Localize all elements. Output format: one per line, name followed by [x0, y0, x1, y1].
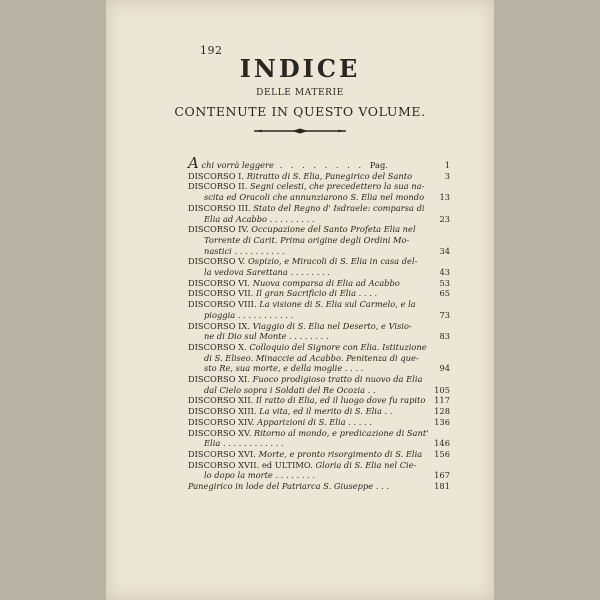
toc-entry: [188, 181, 450, 202]
subtitle: DELLE MATERIE: [256, 88, 344, 98]
toc-entry-heading: DISCORSO X.: [188, 341, 247, 352]
toc-entry-heading: DISCORSO II.: [188, 181, 248, 192]
toc-leader-dots: . . . . . . . .: [273, 160, 370, 170]
toc-entry-line: [188, 481, 450, 492]
toc-entry: [188, 460, 450, 481]
toc-entry-line: [188, 353, 450, 364]
pag-label: Pag.: [369, 160, 388, 170]
toc-entry-line: [188, 224, 450, 235]
toc-entry-text: Segni celesti, che precedettero la sua na-: [249, 181, 425, 192]
toc-entry-heading: DISCORSO XIV.: [188, 416, 255, 427]
toc-page-number: 65: [439, 288, 450, 299]
toc-entry-text: lo dopo la morte . . . . . . . .: [204, 470, 316, 481]
toc-entry-line: [188, 203, 450, 214]
toc-entry: [188, 278, 450, 289]
toc-page-number: 181: [434, 481, 450, 492]
toc-page-number: 94: [439, 363, 450, 374]
toc-entry: [188, 321, 450, 342]
toc-entry-line: [188, 235, 450, 246]
toc-entry-text: Occupazione del Santo Profeta Elia nel: [251, 224, 416, 235]
toc-entry-text: La vita, ed il merito di S. Elia . .: [259, 406, 393, 417]
toc-page-number: 136: [434, 416, 450, 427]
toc-entry-text: Morte, e pronto risorgimento di S. Elia: [258, 448, 423, 459]
toc-entry-text: dal Cielo sopra i Soldati del Re Ocozia . .: [204, 384, 376, 395]
toc-entry: [188, 224, 450, 256]
toc-entry-heading: DISCORSO I.: [188, 170, 245, 181]
toc-entry-line: [188, 385, 450, 396]
toc-entry-line: [188, 256, 450, 267]
page-number: 192: [200, 44, 223, 57]
toc-entry: [188, 428, 450, 449]
toc-entry-text: Il ratto di Elia, ed il luogo dove fu rapito: [255, 395, 426, 406]
toc-entry-heading: DISCORSO VI.: [188, 277, 251, 288]
toc-entry-text: Elia . . . . . . . . . . . .: [204, 438, 284, 449]
toc-entry-text: Panegirico in lode del Patriarca S. Giuseppe . . .: [188, 481, 389, 492]
toc-entry-line: [188, 374, 450, 385]
toc-entry-line: [188, 395, 450, 406]
toc-entry-text: La visione di S. Elia sul Carmelo, e la: [259, 299, 416, 310]
toc-entry-heading: DISCORSO VII.: [188, 288, 254, 299]
toc-entry-heading: DISCORSO IV.: [188, 224, 249, 235]
toc-entry: [188, 406, 450, 417]
toc-entry-line: [188, 449, 450, 460]
subtitle-secondary: CONTENUTE IN QUESTO VOLUME.: [174, 104, 426, 119]
table-of-contents: [188, 154, 450, 492]
toc-entry-heading: DISCORSO XII.: [188, 395, 254, 406]
toc-entry-line: [188, 342, 450, 353]
toc-entry-text: scita ed Oracoli che annunziarono S. Elia nel mondo: [204, 192, 425, 203]
toc-entry: [188, 395, 450, 406]
toc-entry-text: Viaggio di S. Elia nel Deserto, e Visio-: [252, 320, 412, 331]
toc-entry: [188, 342, 450, 374]
toc-entry-line: [188, 428, 450, 439]
toc-entry-text: chi vorrà leggere: [201, 160, 274, 170]
toc-entry-line: [188, 214, 450, 225]
toc-entry-text: Torrente di Carit. Prima origine degli Ordini Mo-: [204, 234, 410, 245]
toc-entry-text: Gloria di S. Elia nel Cie-: [315, 459, 417, 470]
toc-entry: [188, 288, 450, 299]
toc-entry-heading: DISCORSO XI.: [188, 374, 250, 385]
toc-entry-text: la vedova Sarettana . . . . . . . .: [204, 267, 331, 278]
toc-entry-heading: DISCORSO VIII.: [188, 299, 257, 310]
toc-entry-text: sto Re, sua morte, e della moglie . . . .: [204, 363, 364, 374]
toc-page-number: 13: [439, 192, 450, 203]
toc-page-number: 156: [434, 448, 450, 459]
toc-entry-line: [188, 278, 450, 289]
toc-page-number: 128: [434, 406, 450, 417]
toc-entry-heading: DISCORSO III.: [188, 202, 251, 213]
toc-page-number: 1: [444, 160, 450, 170]
toc-entry-text: Fuoco prodigioso tratto di nuovo da Elia: [252, 374, 423, 385]
toc-page-number: 73: [439, 309, 450, 320]
toc-page-number: 53: [439, 277, 450, 288]
toc-entry-line: [188, 181, 450, 192]
toc-entry-line: [188, 267, 450, 278]
toc-page-number: 167: [434, 470, 450, 481]
toc-entry: [188, 417, 450, 428]
toc-entry-heading: DISCORSO XV.: [188, 427, 252, 438]
toc-entry: [188, 203, 450, 224]
toc-entry-text: Stato del Regno d' Isdraele: comparsa di: [253, 202, 425, 213]
toc-page-number: 34: [439, 245, 450, 256]
toc-page-number: 43: [439, 267, 450, 278]
toc-entry-heading: DISCORSO V.: [188, 256, 246, 267]
toc-entry-line: [188, 470, 450, 481]
drop-cap: A: [188, 154, 199, 172]
toc-page-number: 146: [434, 438, 450, 449]
toc-entry: [188, 449, 450, 460]
toc-entry-line: [188, 171, 450, 182]
toc-entry-line: [188, 154, 450, 172]
toc-page-number: 105: [434, 384, 450, 395]
toc-entry-heading: DISCORSO IX.: [188, 320, 250, 331]
toc-entry-text: Elia ad Acabbo . . . . . . . . .: [204, 213, 315, 224]
ornamental-divider: [252, 128, 348, 134]
toc-entry-line: [188, 246, 450, 257]
toc-entry-text: Nuova comparsa di Elia ad Acabbo: [252, 277, 400, 288]
toc-entry: [188, 299, 450, 320]
toc-entry: [188, 256, 450, 277]
toc-entry-line: [188, 288, 450, 299]
toc-entry-text: Il gran Sacrificio di Elia . . . .: [255, 288, 378, 299]
toc-entry-heading: DISCORSO XVII. ed ULTIMO.: [188, 459, 313, 470]
toc-entry-text: pioggia . . . . . . . . . . .: [204, 309, 294, 320]
toc-entry-line: [188, 438, 450, 449]
toc-entry-line: [188, 460, 450, 471]
toc-entry: [188, 374, 450, 395]
toc-page-number: 117: [434, 395, 450, 406]
toc-entry-text: Apparizioni di S. Elia . . . . .: [257, 416, 372, 427]
toc-entry-text: Colloquio del Signore con Elia. Istituzione: [249, 341, 427, 352]
toc-entry-line: [188, 363, 450, 374]
toc-entry-line: [188, 331, 450, 342]
toc-entry-text: Ritorno al mondo, e predicazione di Sant': [253, 427, 429, 438]
toc-entry-heading: DISCORSO XIII.: [188, 406, 257, 417]
toc-entry-text: di S. Eliseo. Minaccie ad Acabbo. Penitenza di que-: [204, 352, 419, 363]
toc-entry-text: nastici . . . . . . . . . .: [204, 245, 285, 256]
toc-entry: [188, 154, 450, 172]
toc-entry-text: Ospizio, e Miracoli di S. Elia in casa del-: [247, 256, 418, 267]
toc-entry: [188, 171, 450, 182]
toc-entry-line: [188, 417, 450, 428]
toc-entry: [188, 481, 450, 492]
toc-entry-heading: DISCORSO XVI.: [188, 448, 256, 459]
toc-entry-text: ne di Dio sul Monte . . . . . . . .: [204, 331, 329, 342]
toc-entry-text: Ritratto di S. Elia, Panegirico del Santo: [246, 170, 413, 181]
page-title: INDICE: [239, 54, 361, 83]
toc-entry-line: [188, 192, 450, 203]
toc-entry-line: [188, 321, 450, 332]
toc-page-number: 3: [444, 170, 450, 181]
toc-entry-line: [188, 310, 450, 321]
toc-page-number: 23: [439, 213, 450, 224]
toc-entry-line: [188, 406, 450, 417]
toc-page-number: 83: [439, 331, 450, 342]
toc-entry-line: [188, 299, 450, 310]
